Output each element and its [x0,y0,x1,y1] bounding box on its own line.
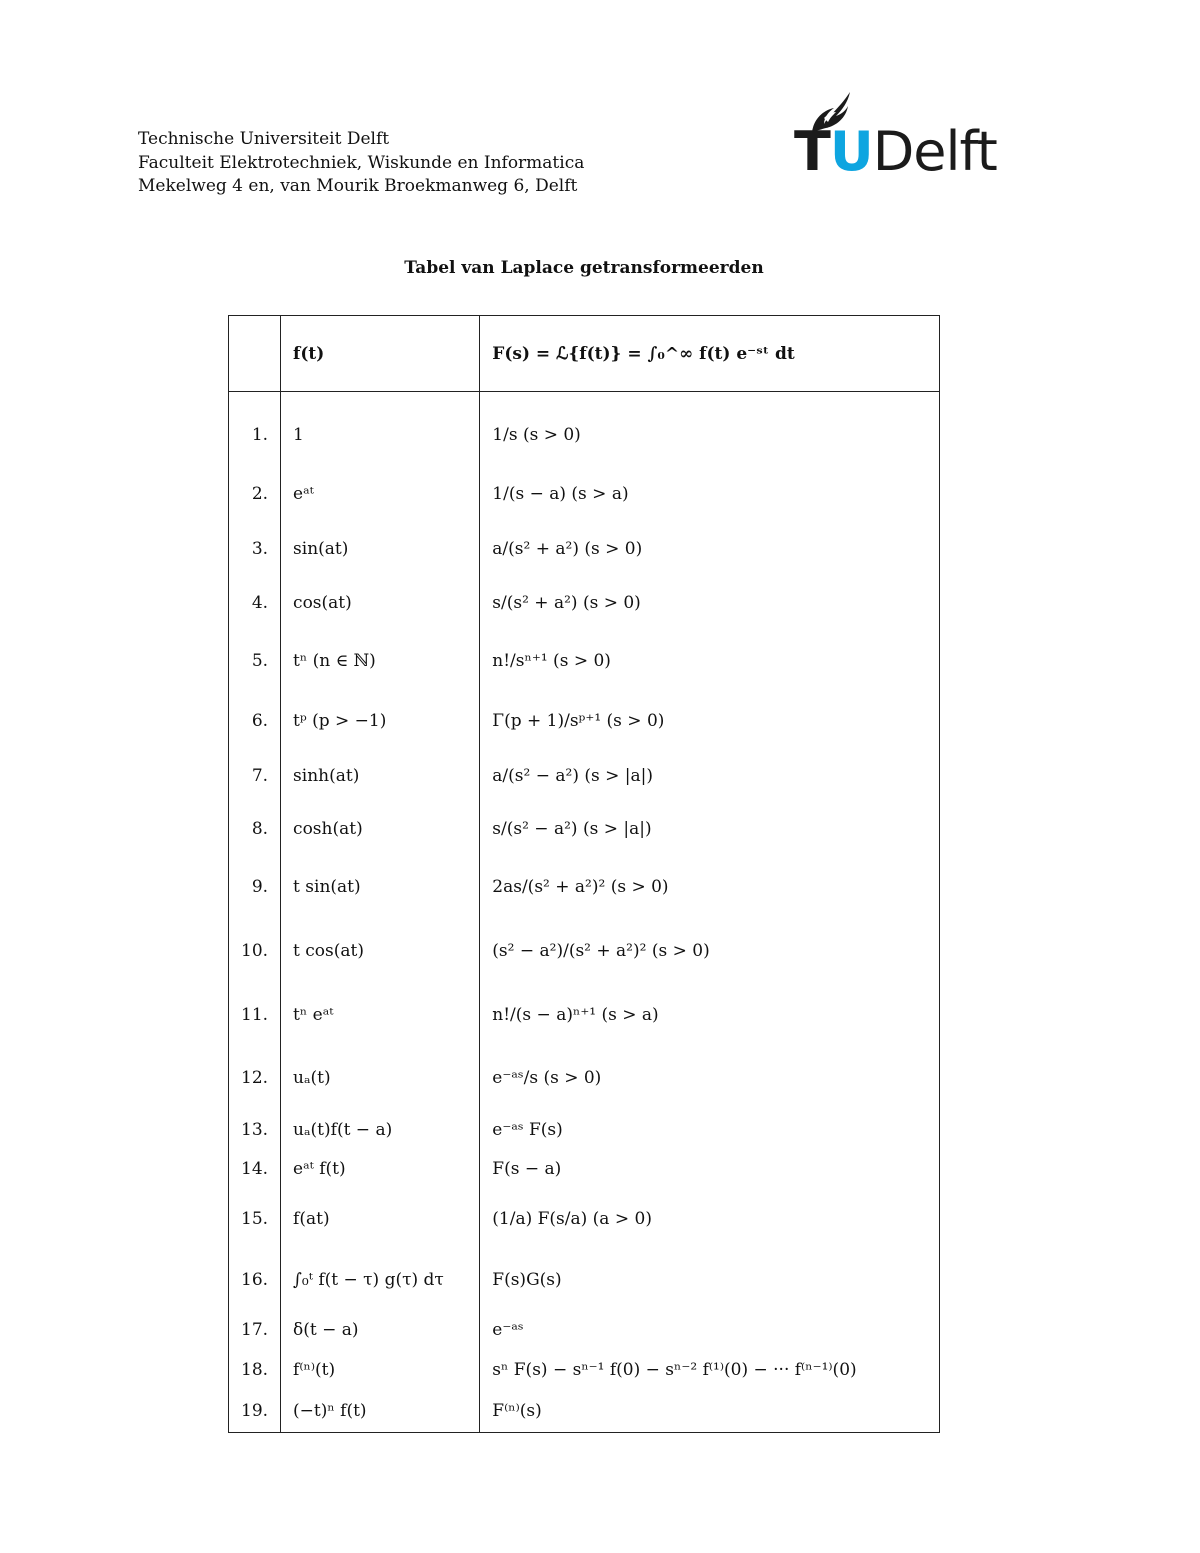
cell-F: 1/s (s > 0) [480,404,940,466]
cell-F: s/(s² + a²) (s > 0) [480,576,940,630]
cell-f: f⁽ⁿ⁾(t) [281,1350,480,1390]
table-row [229,466,940,522]
cell-F: 1/(s − a) (s > a) [480,466,940,522]
table-body [229,392,940,1433]
cell-num: 1. [229,404,281,466]
table-row [229,404,940,466]
header-line-3: Mekelweg 4 en, van Mourik Broekmanweg 6, Delft [138,176,578,196]
cell-F: (s² − a²)/(s² + a²)² (s > 0) [480,918,940,984]
cell-num: 17. [229,1310,281,1350]
cell-num: 3. [229,522,281,576]
cell-f: (−t)ⁿ f(t) [281,1390,480,1432]
header-num [229,316,281,392]
table-row [229,802,940,856]
cell-num: 18. [229,1350,281,1390]
table-row [229,1390,940,1432]
table-row [229,1110,940,1150]
header-f: f(t) [281,316,480,392]
cell-num: 16. [229,1250,281,1310]
laplace-table [228,315,940,1433]
cell-num: 8. [229,802,281,856]
cell-num: 19. [229,1390,281,1432]
cell-f: ∫₀ᵗ f(t − τ) g(τ) dτ [281,1250,480,1310]
cell-num: 5. [229,630,281,692]
table-row [229,1250,940,1310]
cell-F: F(s)G(s) [480,1250,940,1310]
cell-num: 12. [229,1046,281,1110]
cell-f: eᵃᵗ [281,466,480,522]
table-row [229,1150,940,1188]
table-row [229,984,940,1046]
tu-delft-logo [794,88,1014,183]
cell-F: F(s − a) [480,1150,940,1188]
cell-f: sin(at) [281,522,480,576]
logo-wordmark: TUDelft [794,120,997,183]
document-title: Tabel van Laplace getransformeerden [404,258,764,278]
cell-f: cosh(at) [281,802,480,856]
cell-num: 9. [229,856,281,918]
cell-num: 14. [229,1150,281,1188]
table-header-row [229,316,940,392]
cell-f: cos(at) [281,576,480,630]
table-row [229,918,940,984]
table-row [229,750,940,802]
table-row [229,856,940,918]
header-F: F(s) = ℒ{f(t)} = ∫₀^∞ f(t) e⁻ˢᵗ dt [480,316,940,392]
table-row [229,1350,940,1390]
cell-f: tⁿ (n ∈ ℕ) [281,630,480,692]
cell-num: 6. [229,692,281,750]
table-row [229,576,940,630]
cell-f: tⁿ eᵃᵗ [281,984,480,1046]
cell-F: e⁻ᵃˢ F(s) [480,1110,940,1150]
cell-F: Γ(p + 1)/sᵖ⁺¹ (s > 0) [480,692,940,750]
cell-F: F⁽ⁿ⁾(s) [480,1390,940,1432]
cell-f: tᵖ (p > −1) [281,692,480,750]
table-row [229,692,940,750]
header-line-1: Technische Universiteit Delft [138,129,390,149]
cell-f: t cos(at) [281,918,480,984]
cell-F: s/(s² − a²) (s > |a|) [480,802,940,856]
header-line-2: Faculteit Elektrotechniek, Wiskunde en Informatica [138,152,585,173]
table-row [229,1310,940,1350]
cell-f: uₐ(t)f(t − a) [281,1110,480,1150]
cell-F: n!/(s − a)ⁿ⁺¹ (s > a) [480,984,940,1046]
cell-F: sⁿ F(s) − sⁿ⁻¹ f(0) − sⁿ⁻² f⁽¹⁾(0) − ··· f⁽ⁿ⁻¹⁾(0) [480,1350,940,1390]
cell-num: 4. [229,576,281,630]
table-row [229,630,940,692]
institution-header [138,128,584,199]
cell-f: δ(t − a) [281,1310,480,1350]
cell-f: sinh(at) [281,750,480,802]
cell-F: n!/sⁿ⁺¹ (s > 0) [480,630,940,692]
cell-num: 11. [229,984,281,1046]
table-row [229,1188,940,1250]
cell-F: a/(s² − a²) (s > |a|) [480,750,940,802]
cell-f: t sin(at) [281,856,480,918]
cell-f: uₐ(t) [281,1046,480,1110]
cell-F: e⁻ᵃˢ/s (s > 0) [480,1046,940,1110]
cell-num: 7. [229,750,281,802]
table-row [229,522,940,576]
cell-num: 13. [229,1110,281,1150]
cell-f: f(at) [281,1188,480,1250]
table-row [229,1046,940,1110]
cell-F: (1/a) F(s/a) (a > 0) [480,1188,940,1250]
cell-f: 1 [281,404,480,466]
cell-num: 15. [229,1188,281,1250]
cell-F: a/(s² + a²) (s > 0) [480,522,940,576]
cell-f: eᵃᵗ f(t) [281,1150,480,1188]
cell-num: 2. [229,466,281,522]
cell-F: 2as/(s² + a²)² (s > 0) [480,856,940,918]
cell-num: 10. [229,918,281,984]
cell-F: e⁻ᵃˢ [480,1310,940,1350]
